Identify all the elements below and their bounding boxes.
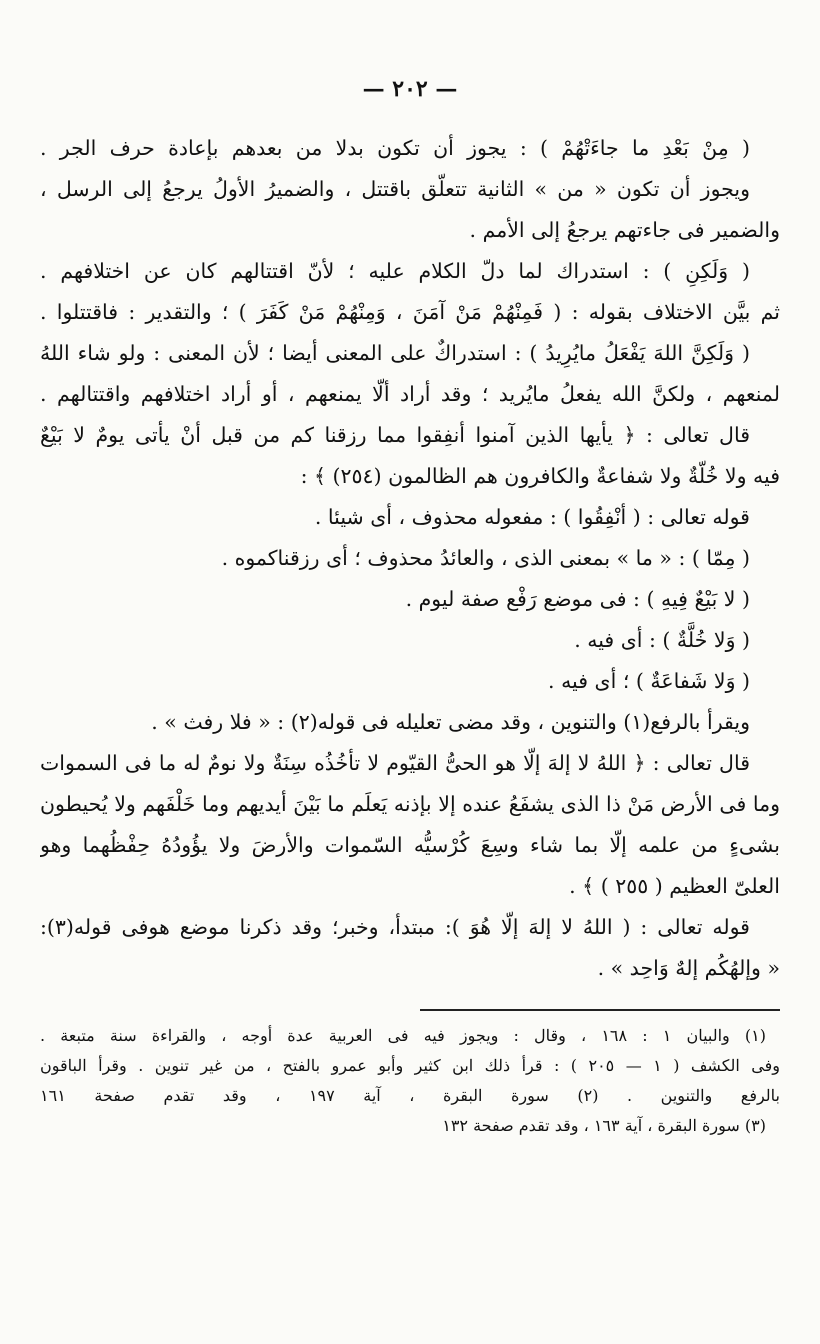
footnote-divider [420,1009,780,1011]
text-line: قال تعالى : ﴿ يأيها الذين آمنوا أنفِقوا مما رزقنا كم من قبل أنْ يأتى يومٌ لا بَيْعٌ [40,423,750,447]
footnote-line: (٣) سورة البقرة ، آية ١٦٣ ، وقد تقدم صفحة ١٣٢ [442,1116,766,1135]
text-line: ( مِمّا ) : « ما » بمعنى الذى ، والعائدُ محذوف ؛ أى رزقناكموه . [221,546,750,570]
text-line: قال تعالى : ﴿ اللهُ لا إلهَ إلّا هو الحىُّ القيّوم لا تأخُذُه سِنَةٌ ولا نومٌ له ما فى السموات [40,751,750,775]
footnote-line: بالرفع والتنوين . (٢) سورة البقرة ، آية ١٩٧ ، وقد تقدم صفحة ١٦١ [40,1086,780,1105]
page [40,60,780,1320]
text-line: قوله تعالى : ( أنْفِقُوا ) : مفعوله محذوف ، أى شيئا . [314,505,750,529]
text-line: والضمير فى جاءتهم يرجعُ إلى الأمم . [469,218,780,242]
text-line: ويقرأ بالرفع(١) والتنوين ، وقد مضى تعليله فى قوله(٢) : « فلا رفث » . [151,710,750,734]
text-line: وما فى الأرض مَنْ ذا الذى يشفَعُ عنده إلا بإذنه يَعلَم ما بَيْنَ أيديهم وما خَلْفَهم ولا يُحيطون [40,792,780,816]
text-line: فيه ولا خُلّةٌ ولا شفاعةٌ والكافرون هم الظالمون (٢٥٤) ﴾ : [300,464,780,488]
footnotes [40,1021,780,1141]
page-number: — ٢٠٢ — [362,76,458,102]
text-line: ( لا بَيْعٌ فِيهِ ) : فى موضع رَفْع صفة ليوم . [405,587,750,611]
body-text [40,128,780,989]
footnote-line: (١) والبيان ١ : ١٦٨ ، وقال : ويجوز فيه فى العربية عدة أوجه ، والقراءة سنة متبعة . [40,1026,766,1045]
text-line: ( وَلا خُلَّةٌ ) : أى فيه . [574,628,750,652]
text-line: ويجوز أن تكون « من » الثانية تتعلّق باقتتل ، والضميرُ الأولُ يرجعُ إلى الرسل ، [40,177,750,201]
footnote-line: وفى الكشف ( ١ — ٢٠٥ ) : قرأ ذلك ابن كثير وأبو عمرو بالفتح ، من غير تنوين . وقرأ الباقون [40,1056,780,1075]
text-line: العلىّ العظيم ( ٢٥٥ ) ﴾ . [569,874,780,898]
text-line: ثم بيَّن الاختلاف بقوله : ( فَمِنْهُمْ مَنْ آمَنَ ، وَمِنْهُمْ مَنْ كَفَرَ ) ؛ والتقدير : فاقتتلوا . [40,300,780,324]
text-line: ( مِنْ بَعْدِ ما جاءَتْهُمْ ) : يجوز أن تكون بدلا من بعدهم بإعادة حرف الجر . [40,136,750,160]
text-line: ( وَلَكِنَّ اللهَ يَفْعَلُ مايُرِيدُ ) : استدراكٌ على المعنى أيضا ؛ لأن المعنى : ولو شاء اللهُ [40,341,751,365]
text-line: لمنعهم ، ولكنَّ الله يفعلُ مايُريد ؛ وقد أراد ألّا يمنعهم ، أو أراد اختلافهم واقتتالهم . [40,382,780,406]
text-line: ( وَلَكِنِ ) : استدراك لما دلّ الكلام عليه ؛ لأنّ اقتتالهم كان عن اختلافهم . [40,259,750,283]
text-line: ( وَلا شَفاعَةٌ ) ؛ أى فيه . [548,669,750,693]
text-line: بشىءٍ من علمه إلّا بما شاء وسِعَ كُرْسيُّه السّموات والأرضَ ولا يؤُودُهُ حِفْظُهما وهو [40,833,780,857]
text-line: « وإلهُكُم إلهٌ وَاحِد » . [597,956,780,980]
text-line: قوله تعالى : ( اللهُ لا إلهَ إلّا هُوَ ): مبتدأ، وخبر؛ وقد ذكرنا موضع هوفى قوله(٣): [40,915,750,939]
